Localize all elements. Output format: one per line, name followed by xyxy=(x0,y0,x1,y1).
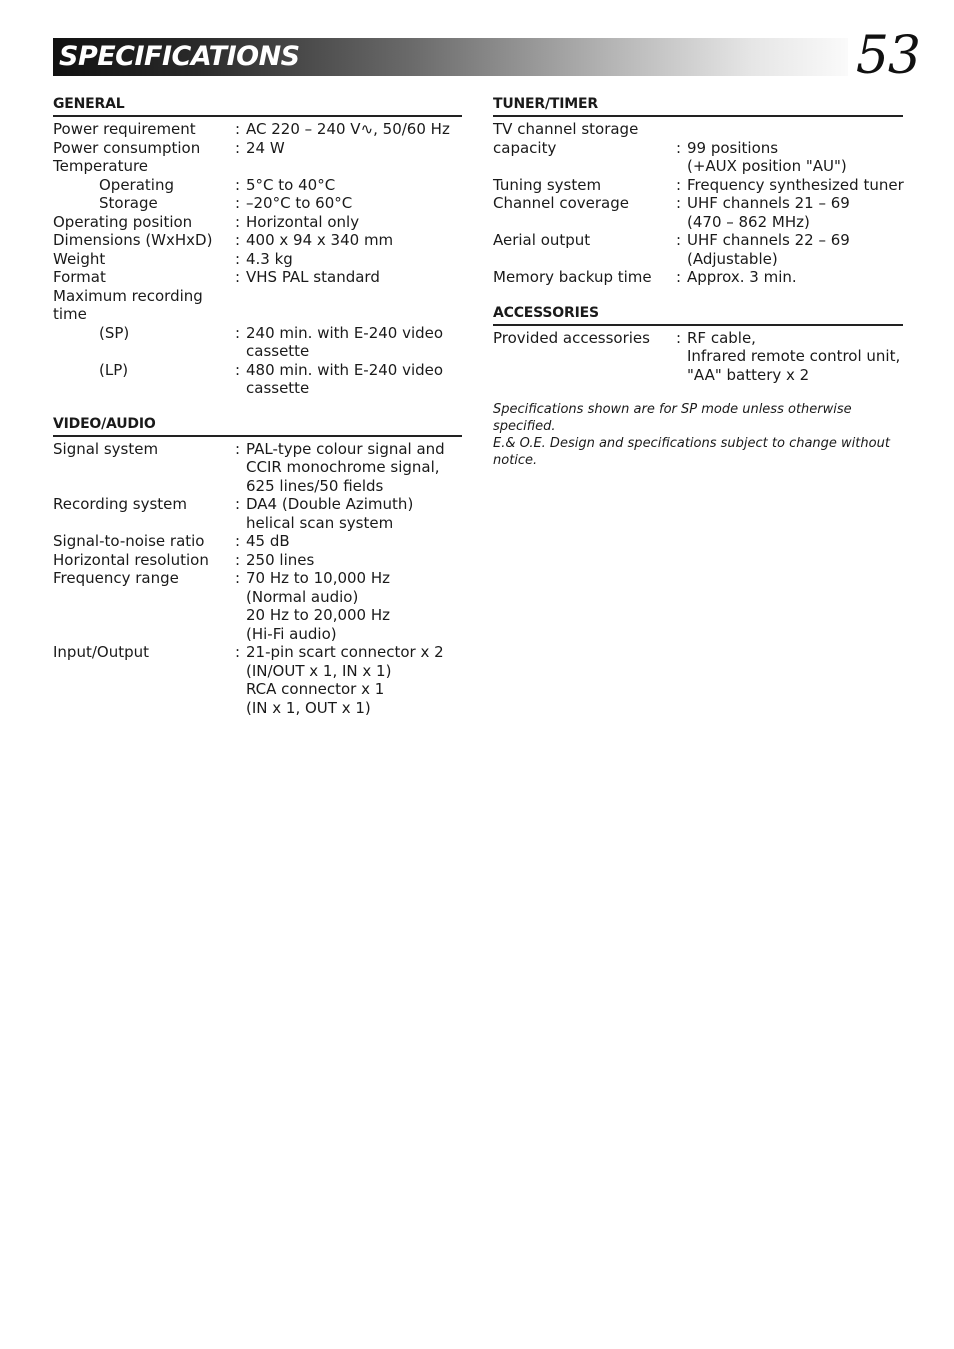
separator-colon: : xyxy=(676,268,682,286)
spec-value xyxy=(246,361,462,398)
spec-value xyxy=(687,194,903,231)
spec-value-line: (IN x 1, OUT x 1) xyxy=(246,698,371,717)
spec-label: Signal-to-noise ratio xyxy=(53,532,205,550)
spec-value-line: AC 220 – 240 V∿, 50/60 Hz xyxy=(246,120,450,138)
section-tuner-timer xyxy=(493,95,903,287)
spec-value xyxy=(687,268,903,287)
spec-label: Recording system xyxy=(53,495,188,513)
spec-label: (SP) xyxy=(99,323,130,342)
spec-label: Weight xyxy=(53,249,106,268)
spec-row xyxy=(53,361,462,398)
spec-row xyxy=(53,194,462,213)
separator-colon: : xyxy=(235,175,241,194)
spec-value-line: PAL-type colour signal and xyxy=(246,439,445,458)
spec-label: Dimensions (WxHxD) xyxy=(53,231,213,249)
separator-colon: : xyxy=(676,138,682,157)
spec-value xyxy=(246,551,462,570)
separator-colon: : xyxy=(676,194,682,212)
spec-value-line: cassette xyxy=(246,379,310,397)
spec-value-line: 70 Hz to 10,000 Hz xyxy=(246,569,391,587)
spec-row xyxy=(53,157,462,176)
spec-row xyxy=(493,194,903,231)
spec-row xyxy=(53,532,462,551)
spec-label: Signal system xyxy=(53,439,159,458)
separator-colon: : xyxy=(235,138,241,157)
spec-rows xyxy=(493,120,903,287)
spec-label: Horizontal resolution xyxy=(53,550,209,569)
spec-row xyxy=(53,268,462,287)
footnote: E.& O.E. Design and specifications subject to change without notice. xyxy=(493,436,890,468)
spec-value xyxy=(246,176,462,195)
left-column xyxy=(53,95,462,734)
spec-value-line: (470 – 862 MHz) xyxy=(687,212,810,231)
spec-value xyxy=(246,120,462,139)
spec-row xyxy=(493,176,903,195)
spec-label: Power requirement xyxy=(53,120,196,138)
spec-value-line: 20 Hz to 20,000 Hz xyxy=(246,606,391,624)
page-title: SPECIFICATIONS xyxy=(59,41,300,72)
spec-label: Operating position xyxy=(53,212,193,231)
spec-value-line: (IN/OUT x 1, IN x 1) xyxy=(246,661,392,680)
spec-label: Channel coverage xyxy=(493,194,629,212)
section-video-audio xyxy=(53,415,462,718)
spec-value xyxy=(246,139,462,158)
spec-row xyxy=(493,120,903,139)
spec-label: Temperature xyxy=(53,157,149,175)
spec-value-line: RCA connector x 1 xyxy=(246,680,385,698)
spec-value-line: Infrared remote control unit, xyxy=(687,347,901,365)
spec-row xyxy=(53,287,462,324)
spec-value-line: UHF channels 22 – 69 xyxy=(687,231,850,249)
separator-colon: : xyxy=(235,360,241,379)
spec-label: capacity xyxy=(493,138,557,157)
spec-label: Provided accessories xyxy=(493,328,650,347)
spec-row xyxy=(53,551,462,570)
spec-value xyxy=(246,532,462,551)
spec-value xyxy=(246,495,462,532)
separator-colon: : xyxy=(235,569,241,587)
spec-value xyxy=(246,250,462,269)
section-general xyxy=(53,95,462,398)
spec-value-line: Frequency synthesized tuner xyxy=(687,175,904,194)
spec-row xyxy=(53,643,462,717)
spec-label: TV channel storage xyxy=(493,120,639,138)
spec-value-line: 400 x 94 x 340 mm xyxy=(246,231,394,249)
spec-value-line: (Adjustable) xyxy=(687,249,778,268)
section-title-tuner-timer: TUNER/TIMER xyxy=(493,95,903,117)
spec-row xyxy=(53,440,462,496)
spec-row xyxy=(493,268,903,287)
spec-value xyxy=(246,213,462,232)
spec-value xyxy=(687,329,903,385)
spec-row xyxy=(493,139,903,176)
spec-label: Operating xyxy=(99,175,174,194)
spec-row xyxy=(493,231,903,268)
separator-colon: : xyxy=(235,120,241,138)
footnotes xyxy=(493,401,903,469)
spec-value-line: 21-pin scart connector x 2 xyxy=(246,643,444,661)
page-number: 53 xyxy=(855,26,920,86)
spec-value-line: 99 positions xyxy=(687,138,779,157)
spec-label: (LP) xyxy=(99,360,129,379)
spec-row xyxy=(53,231,462,250)
spec-value-line: CCIR monochrome signal, xyxy=(246,458,440,476)
spec-row xyxy=(53,139,462,158)
spec-rows xyxy=(493,329,903,385)
separator-colon: : xyxy=(676,231,682,249)
spec-row xyxy=(53,213,462,232)
spec-value xyxy=(687,139,903,176)
separator-colon: : xyxy=(235,212,241,231)
section-title-general: GENERAL xyxy=(53,95,462,117)
spec-row xyxy=(493,329,903,385)
spec-label: Input/Output xyxy=(53,643,149,661)
section-title-video-audio: VIDEO/AUDIO xyxy=(53,415,462,437)
separator-colon: : xyxy=(235,323,241,342)
spec-value-line: DA4 (Double Azimuth) xyxy=(246,495,414,513)
section-accessories xyxy=(493,304,903,385)
spec-value-line: Horizontal only xyxy=(246,212,360,231)
spec-label: Storage xyxy=(99,194,158,212)
separator-colon: : xyxy=(235,268,241,286)
spec-rows xyxy=(53,120,462,398)
spec-label: Tuning system xyxy=(493,175,602,194)
spec-value-line: (Normal audio) xyxy=(246,587,359,606)
footnote: Specifications shown are for SP mode unless otherwise specified. xyxy=(493,402,852,434)
separator-colon: : xyxy=(235,231,241,249)
spec-value-line: helical scan system xyxy=(246,513,394,532)
spec-value-line: UHF channels 21 – 69 xyxy=(687,194,850,212)
separator-colon: : xyxy=(235,643,241,661)
right-column xyxy=(493,95,903,469)
spec-row xyxy=(53,250,462,269)
spec-label: Aerial output xyxy=(493,231,591,249)
spec-value-line: "AA" battery x 2 xyxy=(687,365,810,384)
spec-row xyxy=(53,176,462,195)
spec-rows xyxy=(53,440,462,718)
spec-value-line: 4.3 kg xyxy=(246,249,293,268)
spec-label: Frequency range xyxy=(53,569,179,587)
spec-row xyxy=(53,120,462,139)
spec-value-line: 24 W xyxy=(246,138,285,157)
spec-value xyxy=(246,643,462,717)
separator-colon: : xyxy=(235,249,241,268)
separator-colon: : xyxy=(676,328,682,347)
spec-value-line: Approx. 3 min. xyxy=(687,268,797,286)
spec-value xyxy=(687,176,904,195)
spec-value-line: –20°C to 60°C xyxy=(246,194,353,212)
separator-colon: : xyxy=(235,194,241,212)
spec-value-line: (+AUX position "AU") xyxy=(687,157,847,175)
separator-colon: : xyxy=(235,439,241,458)
spec-row xyxy=(53,569,462,643)
spec-label: Maximum recording time xyxy=(53,286,203,323)
spec-label: Power consumption xyxy=(53,138,201,157)
spec-value-line: VHS PAL standard xyxy=(246,268,380,286)
spec-value xyxy=(246,440,462,496)
spec-label: Format xyxy=(53,268,106,286)
spec-value-line: 250 lines xyxy=(246,550,315,569)
spec-value xyxy=(246,194,462,213)
section-title-accessories: ACCESSORIES xyxy=(493,304,903,326)
spec-value xyxy=(246,324,462,361)
spec-row xyxy=(53,324,462,361)
spec-value xyxy=(687,231,903,268)
spec-value-line: RF cable, xyxy=(687,328,756,347)
separator-colon: : xyxy=(676,175,682,194)
spec-value-line: 45 dB xyxy=(246,532,290,550)
spec-value-line: 625 lines/50 fields xyxy=(246,476,384,495)
spec-value xyxy=(246,569,462,643)
spec-label: Memory backup time xyxy=(493,268,652,286)
separator-colon: : xyxy=(235,532,241,550)
spec-value-line: cassette xyxy=(246,342,310,360)
spec-value-line: 480 min. with E-240 video xyxy=(246,360,444,379)
spec-row xyxy=(53,495,462,532)
spec-value-line: 240 min. with E-240 video xyxy=(246,323,444,342)
spec-value-line: 5°C to 40°C xyxy=(246,175,336,194)
spec-value-line: (Hi-Fi audio) xyxy=(246,624,337,643)
separator-colon: : xyxy=(235,550,241,569)
spec-value xyxy=(246,231,462,250)
spec-value xyxy=(246,268,462,287)
separator-colon: : xyxy=(235,495,241,513)
